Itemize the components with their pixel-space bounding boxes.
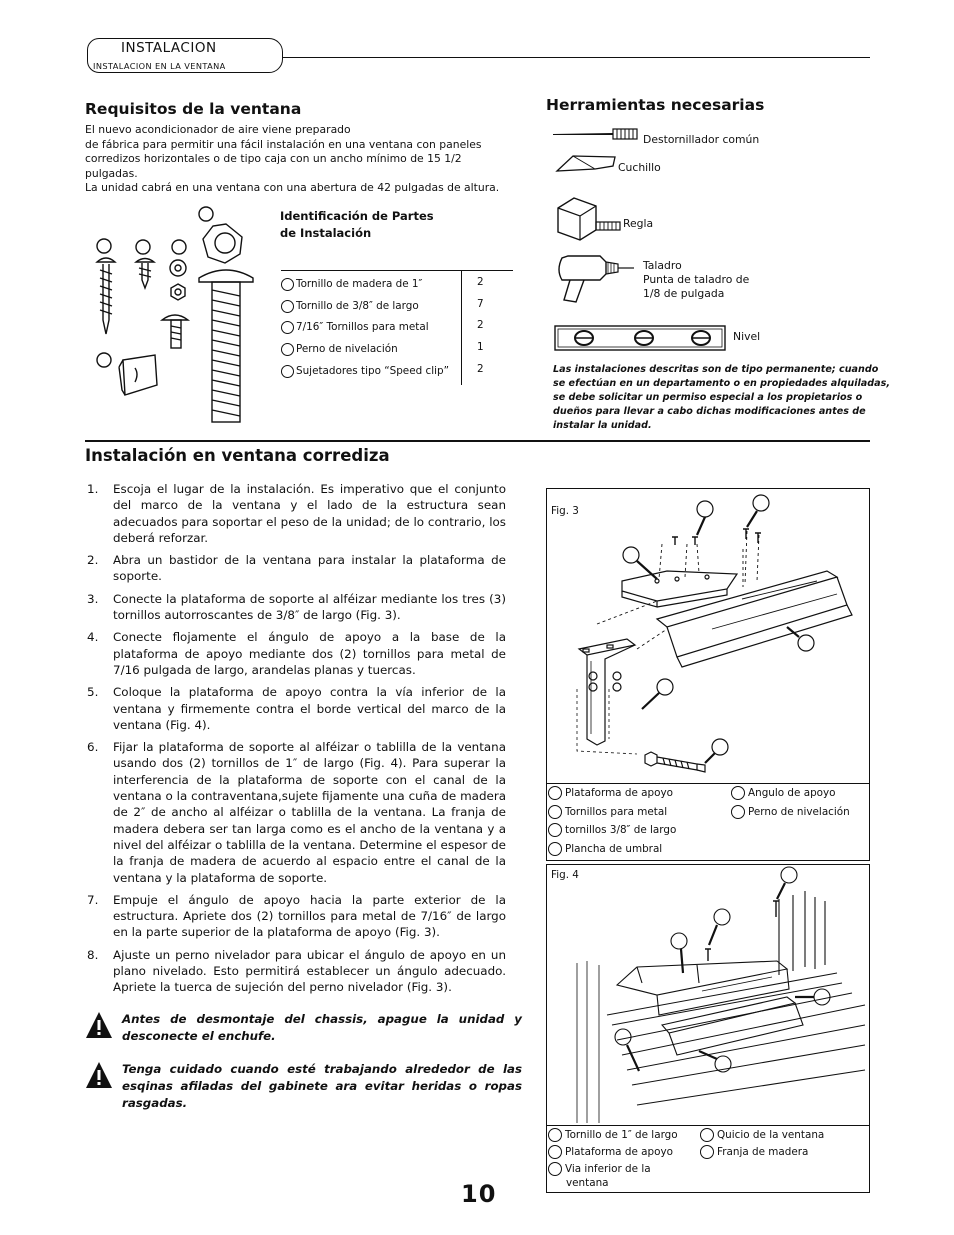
callout-marker [697,501,713,517]
legend-label: Franja de madera [717,1146,809,1158]
callout-marker [97,353,111,367]
tool-label-cuchillo: Cuchillo [618,161,661,174]
callout-marker [548,1162,562,1176]
legend-label: Via inferior de la [565,1163,651,1175]
fig4-legend-item [700,1144,808,1161]
parts-label: Tornillo de 3/8″ de largo [296,300,419,312]
parts-illustration [95,200,265,430]
support-platform [657,571,837,627]
parts-rule [281,270,513,271]
legend-label: Plataforma de apoyo [565,1146,673,1158]
parts-qty: 2 [477,363,484,375]
section-rule [85,440,870,442]
callout-marker [615,1029,631,1045]
warning-1 [85,1011,523,1047]
callout-marker [548,842,562,856]
fig3-legend-item [548,804,667,821]
tape-measure-icon [554,196,622,242]
warning-icon [85,1061,113,1089]
step-text: Fijar la plataforma de soporte al alféizar o tablilla de la ventana usando dos (2) tornillos de 1″ de largo (Fig. 4). Para superar la interferencia de la plataforma de soporte con el canal de la ventana o la contraventana,sujete fijamente una cuña de madera de 2″ de ancho al alféizar o tablilla de la ventana. La franja de madera debera ser tan larga como es el ancho de la ventana y a nivel del alféizar o tablilla de la ventana. Determine el espesor de la franja de madera de acuerdo al espacio entre el canal de la ventana y la plataforma de soporte. [113,740,506,885]
parts-qty: 7 [477,298,484,310]
step-text: Escoja el lugar de la instalación. Es imperativo que el conjunto del marco de la ventana y el lado de la estructura sean adecuados para soportar el peso de la unidad; de lo contrario, los deberá reforzar. [113,482,506,545]
step-item [85,892,506,941]
parts-title-line: de Instalación [280,226,372,240]
short-screw-head [136,259,154,263]
step-item [85,947,506,996]
tool-label-regla: Regla [623,217,654,230]
callout-marker [671,933,687,949]
fig4-legend-item [548,1144,673,1161]
callout-marker [97,239,111,253]
legend-label: tornillos 3/8″ de largo [565,824,677,836]
callout-marker [623,547,639,563]
fig4-legend-item [700,1127,824,1144]
parts-row [281,298,419,314]
step-item [85,684,506,733]
drill-icon [556,252,636,304]
hex-nut [203,224,242,263]
callout-marker [281,365,294,378]
tool-label-taladro [643,259,749,301]
screwdriver-icon [553,128,638,140]
callout-marker [281,300,294,313]
washer [170,260,186,276]
fig4-legend-item-continued: ventana [566,1177,609,1189]
callout-marker [798,635,814,651]
legend-label: Quicio de la ventana [717,1129,825,1141]
instalacion-heading: Instalación en ventana corrediza [85,446,390,465]
callout-marker [548,823,562,837]
parts-title [280,208,434,242]
metal-screw-head [162,315,188,320]
parts-title-line: Identificación de Partes [280,209,434,223]
legend-label: Tornillos para metal [565,806,668,818]
step-item [85,591,506,624]
callout-marker [281,278,294,291]
level-icon [554,324,726,352]
step-item [85,552,506,585]
tool-label-destornillador: Destornillador común [643,133,760,146]
requisitos-line: La unidad cabrá en una ventana con una abertura de 42 pulgadas de altura. [85,181,500,194]
leveling-bolt [645,752,657,766]
callout-marker [281,321,294,334]
nut [171,284,185,300]
parts-qty: 2 [477,276,484,288]
legend-label: Plataforma de apoyo [565,787,673,799]
step-item [85,481,506,546]
installation-steps [85,481,506,1002]
window-frame [779,891,825,975]
fig3-legend-item [548,822,676,839]
warning-text: Antes de desmontaje del chassis, apague la unidad y desconecte el enchufe. [122,1012,522,1043]
warning-icon [85,1011,113,1039]
callout-marker [548,1145,562,1159]
parts-label: Sujetadores tipo “Speed clip” [296,365,449,377]
step-number: 7. [87,892,99,907]
leveling-bolt-head [199,270,253,282]
legend-label: Perno de nivelación [748,806,850,818]
callout-marker [781,867,797,883]
figure-4-drawing [547,865,869,1123]
figure-3-legend-rule [546,783,870,784]
parts-qty: 1 [477,341,484,353]
step-number: 1. [87,482,99,496]
figure-4-label: Fig. 4 [551,869,579,881]
callout-marker [281,343,294,356]
fig4-legend-item [548,1127,678,1144]
step-text: Conecte la plataforma de soporte al alféizar mediante los tres (3) tornillos autorroscantes de 3/8″ de largo (Fig. 3). [113,591,506,623]
step-number: 3. [87,591,99,606]
fig3-legend-item [548,785,673,802]
support-platform [617,961,787,995]
step-number: 2. [87,553,99,568]
requisitos-line: de fábrica para permitir una fácil instalación en una ventana con paneles [85,137,482,151]
step-text: Conecte flojamente el ángulo de apoyo a la base de la plataforma de apoyo mediante dos (2) tornillos para metal de 7/16 pulgada de largo, arandelas planas y tuercas. [113,630,506,677]
warning-2 [85,1061,523,1115]
callout-marker [814,989,830,1005]
section-subtitle: INSTALACION EN LA VENTANA [93,61,226,71]
permit-note: Las instalaciones descritas son de tipo permanente; cuando se efectúan en un departamento o en propiedades alquiladas, se debe solicitar un permiso especial a los propietarios o dueños para llevar a cabo dichas modificaciones antes de instalar la unidad. [553,364,890,431]
herramientas-heading: Herramientas necesarias [546,96,765,114]
callout-marker [700,1145,714,1159]
fig3-legend-item [731,785,836,802]
step-text: Empuje el ángulo de apoyo hacia la parte exterior de la estructura. Apriete dos (2) tornillos para metal de 7/16″ de largo en la parte superior de la plataforma de apoyo (Fig. 3). [113,892,506,940]
requisitos-line: El nuevo acondicionador de aire viene preparado [85,123,351,136]
parts-row [281,341,398,357]
page-number: 10 [461,1180,497,1208]
knife-icon [555,154,617,174]
callout-marker [548,805,562,819]
callout-marker [731,786,745,800]
step-item [85,629,506,678]
speed-clip [123,355,157,395]
parts-row [281,276,422,292]
parts-row [281,319,429,335]
tool-label-line: Punta de taladro de [643,273,750,286]
step-number: 8. [87,947,99,962]
fig3-legend-item [731,804,850,821]
callout-marker [700,1128,714,1142]
parts-label: Perno de nivelación [296,343,398,355]
step-text: Abra un bastidor de la ventana para instalar la plataforma de soporte. [113,553,506,584]
legend-label: Tornillo de 1″ de largo [565,1129,678,1141]
parts-label: 7/16″ Tornillos para metal [296,321,429,333]
callout-marker [753,495,769,511]
tool-label-line: Taladro [643,259,682,272]
fig3-legend-item [548,841,662,858]
step-item [85,739,506,886]
callout-marker [731,805,745,819]
callout-marker [172,240,186,254]
legend-label: Plancha de umbral [565,843,663,855]
callout-marker [548,786,562,800]
parts-label: Tornillo de madera de 1″ [296,278,423,290]
step-number: 4. [87,630,99,645]
legend-label: Angulo de apoyo [748,787,836,799]
callout-marker [199,207,213,221]
callout-marker [657,679,673,695]
callout-marker [136,240,150,254]
tool-label-line: 1/8 de pulgada [643,287,725,300]
figure-3-label: Fig. 3 [551,505,579,517]
warning-text: Tenga cuidado cuando esté trabajando alrededor de las esqinas afiladas del gabinete ara evitar heridas o ropas rasgadas. [122,1062,522,1110]
requisitos-line: corredizos horizontales o de tipo caja con un ancho mínimo de 15 1/2 pulgadas. [85,152,462,180]
callout-marker [714,909,730,925]
requisitos-body [85,123,515,196]
step-number: 5. [87,685,99,700]
section-title: INSTALACION [121,40,217,56]
figure-3-drawing [547,489,869,781]
wood-screw-head [97,258,115,262]
parts-qty: 2 [477,319,484,331]
callout-marker [548,1128,562,1142]
step-number: 6. [87,740,99,755]
requisitos-heading: Requisitos de la ventana [85,100,302,118]
figure-4-legend-rule [546,1125,870,1126]
tool-label-nivel: Nivel [733,330,761,343]
step-text: Coloque la plataforma de apoyo contra la vía inferior de la ventana y firmemente contra el borde vertical del marco de la ventana (Fig. 4). [113,685,506,732]
step-text: Ajuste un perno nivelador para ubicar el ángulo de apoyo en un plano nivelado. Esto permitirá establecer un ángulo adecuado. Apriete la tuerca de sujeción del perno nivelador (Fig. 3). [113,947,506,995]
parts-row [281,363,449,379]
parts-divider [461,270,462,385]
